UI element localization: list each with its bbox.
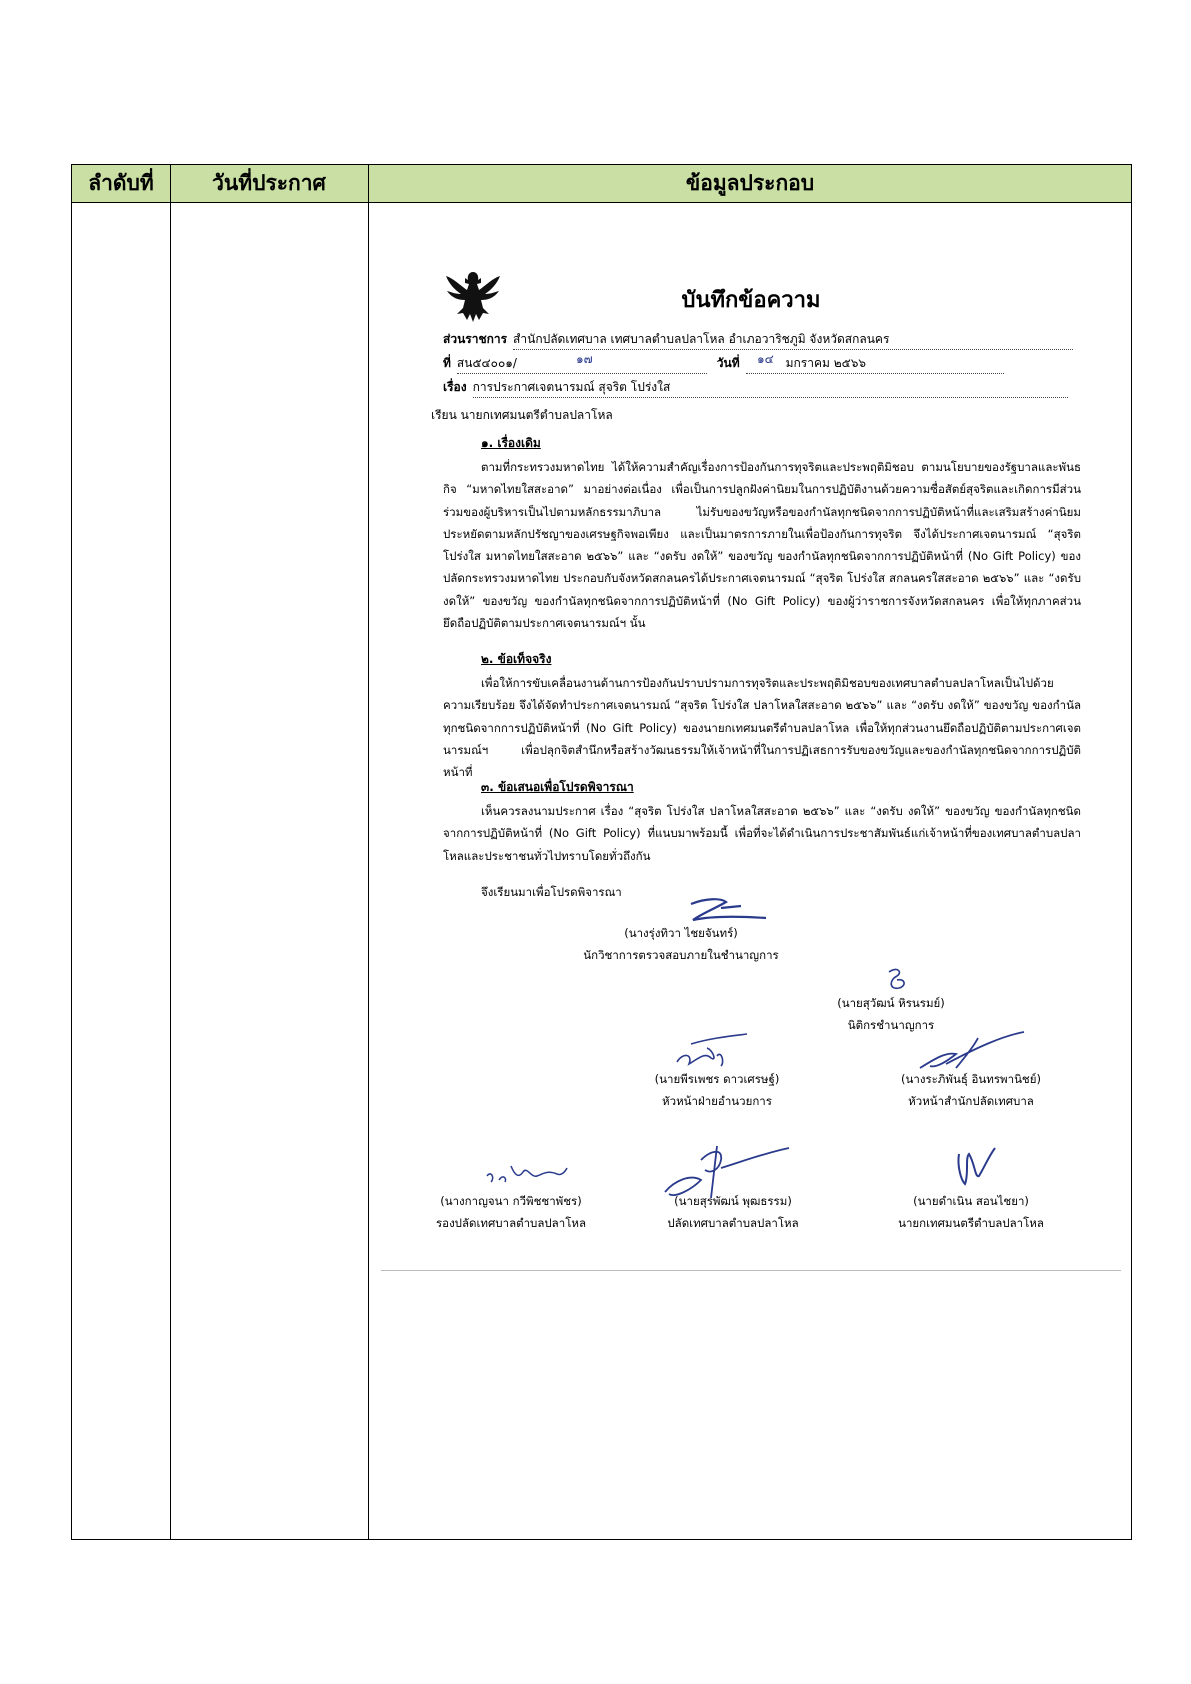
handwritten-ref-number: ๑๗ bbox=[576, 352, 593, 366]
signatory-5 bbox=[421, 1190, 601, 1234]
date-value: มกราคม ๒๕๖๖ bbox=[746, 354, 1004, 374]
section-3-body: เห็นควรลงนามประกาศ เรื่อง “สุจริต โปร่งใส ปลาโหลใสสะอาด ๒๕๖๖” และ “งดรับ งดให้” ของขวัญ ของกำนัลทุกชนิดจากการปฏิบัติหน้าที่ (No Gift Policy) ที่แนบมาพร้อมนี้ เพื่อที่จะได้ดำเนินการประชาสัมพันธ์แก่เจ้าหน้าที่ของเทศบาลตำบลปลาโหลและประชาชนทั่วไปทราบโดยทั่วถึงกัน bbox=[443, 804, 1081, 863]
signatory-1 bbox=[571, 922, 791, 966]
signatory-position: นายกเทศมนตรีตำบลปลาโหล bbox=[898, 1216, 1044, 1230]
ref-label: ที่ bbox=[443, 356, 451, 370]
signatory-7 bbox=[871, 1190, 1071, 1234]
memo-subject-line bbox=[443, 378, 1068, 398]
memo-document bbox=[381, 232, 1121, 1272]
signature-7-icon bbox=[949, 1144, 999, 1190]
memo-ref-line bbox=[443, 354, 1004, 374]
memo-closing: จึงเรียนมาเพื่อโปรดพิจารณา bbox=[481, 885, 622, 899]
memo-title: บันทึกข้อความ bbox=[681, 288, 821, 313]
signatory-position: นักวิชาการตรวจสอบภายในชำนาญการ bbox=[583, 948, 779, 962]
header-announce-date: วันที่ประกาศ bbox=[212, 171, 326, 195]
agency-label: ส่วนราชการ bbox=[443, 332, 508, 346]
column-divider bbox=[170, 165, 171, 1539]
signatory-6 bbox=[643, 1190, 823, 1234]
signatory-name: (นายพีรเพชร ดาวเศรษฐ์) bbox=[654, 1072, 780, 1086]
signature-3-icon bbox=[671, 1032, 751, 1072]
section-1-title: ๑. เรื่องเดิม bbox=[481, 436, 541, 450]
ref-value: สน๕๔๐๐๑/ bbox=[457, 354, 707, 374]
memo-bottom-rule bbox=[381, 1270, 1121, 1271]
signature-2-icon bbox=[881, 964, 911, 994]
signatory-position: ปลัดเทศบาลตำบลปลาโหล bbox=[667, 1216, 799, 1230]
signatory-position: หัวหน้าฝ่ายอำนวยการ bbox=[662, 1094, 772, 1108]
section-1-body: ตามที่กระทรวงมหาดไทย ได้ให้ความสำคัญเรื่องการป้องกันการทุจริตและประพฤติมิชอบ ตามนโยบายของรัฐบาลและพันธกิจ “มหาดไทยใสสะอาด” มาอย่างต่อเนื่อง เพื่อเป็นการปลูกฝังค่านิยมในการปฏิบัติงานด้วยความซื่อสัตย์สุจริตและเกิดการมีส่วนร่วมของผู้บริหารเป็นไปตามหลักธรรมาภิบาล ไม่รับของขวัญหรือของกำนัลทุกชนิดจากการปฏิบัติหน้าที่และเสริมสร้างค่านิยมประหยัดตามหลักปรัชญาของเศรษฐกิจพอเพียง และเป็นมาตรการภายในเพื่อป้องกันการทุจริต จึงได้ประกาศเจตนารมณ์ “สุจริต โปร่งใส มหาดไทยใสสะอาด ๒๕๖๖” และ “งดรับ งดให้” ของขวัญ ของกำนัลทุกชนิดจากการปฏิบัติหน้าที่ (No Gift Policy) ของปลัดกระทรวงมหาดไทย ประกอบกับจังหวัดสกลนครได้ประกาศเจตนารมณ์ “สุจริต โปร่งใส สกลนครใสสะอาด ๒๕๖๖” และ “งดรับ งดให้” ของขวัญ ของกำนัลทุกชนิดจากการปฏิบัติหน้าที่ (No Gift Policy) ของผู้ว่าราชการจังหวัดสกลนคร เพื่อให้ทุกภาคส่วนยึดถือปฏิบัติตามประกาศเจตนารมณ์ฯ นั้น bbox=[443, 460, 1081, 631]
handwritten-date: ๑๔ bbox=[757, 352, 774, 366]
subject-value: การประกาศเจตนารมณ์ สุจริต โปร่งใส bbox=[473, 378, 1068, 398]
signatory-name: (นางรุ่งทิวา ไชยจันทร์) bbox=[624, 926, 738, 940]
signature-5-icon bbox=[481, 1158, 571, 1188]
column-divider bbox=[368, 165, 369, 1539]
section-3-title: ๓. ข้อเสนอเพื่อโปรดพิจารณา bbox=[481, 780, 634, 794]
header-supporting-info: ข้อมูลประกอบ bbox=[685, 171, 815, 195]
header-order: ลำดับที่ bbox=[88, 171, 154, 195]
section-2-title: ๒. ข้อเท็จจริง bbox=[481, 652, 552, 666]
signatory-3 bbox=[617, 1068, 817, 1112]
signatory-4 bbox=[871, 1068, 1071, 1112]
signatory-name: (นายสุวัฒน์ หิรนรมย์) bbox=[837, 996, 945, 1010]
subject-label: เรื่อง bbox=[443, 380, 467, 394]
signatory-position: หัวหน้าสำนักปลัดเทศบาล bbox=[908, 1094, 1034, 1108]
signatory-name: (นายดำเนิน สอนไชยา) bbox=[913, 1194, 1029, 1208]
agency-value: สำนักปลัดเทศบาล เทศบาลตำบลปลาโหล อำเภอวาริชภูมิ จังหวัดสกลนคร bbox=[513, 330, 1073, 350]
section-2-body: เพื่อให้การขับเคลื่อนงานด้านการป้องกันปราบปรามการทุจริตและประพฤติมิชอบของเทศบาลตำบลปลาโหลเป็นไปด้วยความเรียบร้อย จึงได้จัดทำประกาศเจตนารมณ์ “สุจริต โปร่งใส ปลาโหลใสสะอาด ๒๕๖๖” และ “งดรับ งดให้” ของขวัญ ของกำนัลทุกชนิดจากการปฏิบัติหน้าที่ (No Gift Policy) ของนายกเทศมนตรีตำบลปลาโหล เพื่อให้ทุกส่วนงานยึดถือปฏิบัติตามประกาศเจตนารมณ์ฯ เพื่อปลุกจิตสำนึกหรือสร้างวัฒนธรรมให้เจ้าหน้าที่ในการปฏิเสธการรับของขวัญและของกำนัลทุกชนิดจากการปฏิบัติหน้าที่ bbox=[443, 676, 1081, 780]
memo-salutation: เรียน นายกเทศมนตรีตำบลปลาโหล bbox=[431, 408, 613, 422]
signatory-name: (นายสุรพัฒน์ พุฒธรรม) bbox=[674, 1194, 792, 1208]
memo-agency-line bbox=[443, 330, 1073, 350]
signatory-name: (นางกาญจนา กวีพิชชาพัชร) bbox=[440, 1194, 582, 1208]
signature-4-icon bbox=[916, 1028, 1026, 1072]
date-label: วันที่ bbox=[716, 356, 740, 370]
signatory-position: รองปลัดเทศบาลตำบลปลาโหล bbox=[435, 1216, 586, 1230]
signatory-position: นิติกรชำนาญการ bbox=[847, 1018, 935, 1032]
signatory-name: (นางระภิพันธุ์ อินทรพานิชย์) bbox=[901, 1072, 1041, 1086]
garuda-emblem-icon bbox=[443, 268, 503, 326]
